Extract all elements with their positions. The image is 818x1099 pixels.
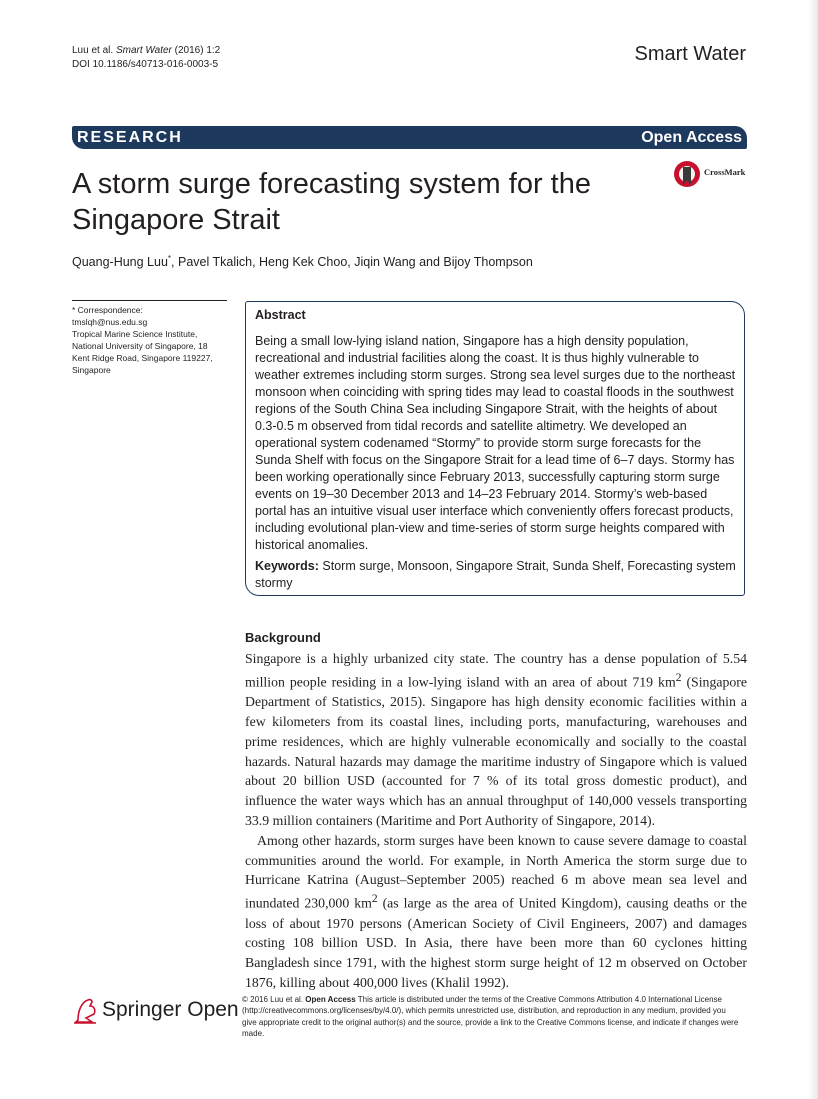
abstract-heading: Abstract <box>255 308 306 322</box>
keywords-label: Keywords: <box>255 559 319 573</box>
article-type-banner <box>72 126 747 149</box>
background-body <box>245 649 747 993</box>
license-text: This article is distributed under the terms of the Creative Commons Attribution 4.0 International License (http://creativecommons.org/licenses/by/4.0/), which permits unrestricted use, distribution, and reproduction in any medium, provided you give appropriate credit to the original author(s) and the source, provide a link to the Creative Commons license, and indicate if changes were made. <box>242 995 739 1039</box>
correspondence <box>72 304 242 376</box>
abstract-box <box>245 301 745 596</box>
abstract-text: Being a small low-lying island nation, Singapore has a high density population, recreational and industrial facilities along the coast. It is thus highly vulnerable to weather extremes including storm surges. Strong sea level surges due to the northeast monsoon when coinciding with spring tides may lead to coastal floods in the southwest regions of the South China Sea including Singapore Strait, with the heights of about 0.3-0.5 m observed from tidal records and satellite altimetry. We developed an operational system codenamed “Stormy” to provide storm surge forecasts for the Sunda Shelf with focus on the Singapore Strait for a lead time of 6–7 days. Stormy has been working operationally since February 2013, successfully capturing storm surge events on 19–30 December 2013 and 14–23 February 2014. Stormy’s web-based portal has an intuitive visual user interface which conveniently offers forecast products, including evolutional plan-view and time-series of storm surge heights compared with historical anomalies. <box>255 334 736 552</box>
license-open-access: Open Access <box>305 995 356 1004</box>
crossmark-label[interactable]: CrossMark <box>704 167 746 177</box>
doi[interactable]: DOI 10.1186/s40713-016-0003-5 <box>72 59 219 70</box>
open-word: Open <box>187 998 239 1021</box>
correspondence-email[interactable]: tmslqh@nus.edu.sg <box>72 317 148 327</box>
affiliation-line: Singapore <box>72 365 111 375</box>
springer-open-logo <box>102 998 239 1022</box>
journal-name: Smart Water <box>634 43 746 65</box>
springer-word: Springer <box>102 998 182 1021</box>
citation-volume: (2016) 1:2 <box>174 45 221 56</box>
correspondence-rule <box>72 300 227 301</box>
license-notice <box>242 994 742 1040</box>
title-line-2: Singapore Strait <box>72 204 280 236</box>
affiliation-line: Kent Ridge Road, Singapore 119227, <box>72 353 213 363</box>
page-edge-shadow <box>808 0 818 1099</box>
paragraph <box>245 649 747 831</box>
title-line-1: A storm surge forecasting system for the <box>72 168 591 200</box>
superscript: 2 <box>675 671 682 684</box>
superscript: 2 <box>371 893 378 906</box>
paragraph <box>245 831 747 993</box>
first-author[interactable]: Quang-Hung Luu <box>72 255 168 270</box>
paragraph-text: Among other hazards, storm surges have been known to cause severe damage to coastal communities around the world. For example, in North America the storm surge due to Hurricane Katrina (August–September 2005) reached 6 m above mean sea level and inundated 230,000 km <box>245 832 747 911</box>
affiliation-line: Tropical Marine Science Institute, <box>72 329 198 339</box>
research-label: RESEARCH <box>77 129 183 146</box>
citation-line <box>72 44 220 57</box>
article-title <box>72 166 652 238</box>
affiliation-line: National University of Singapore, 18 <box>72 341 208 351</box>
correspondence-label: * Correspondence: <box>72 305 143 315</box>
license-copyright: © 2016 Luu et al. <box>242 995 304 1004</box>
section-heading-background: Background <box>245 630 321 645</box>
citation-authors: Luu et al. <box>72 45 114 56</box>
citation-journal: Smart Water <box>115 45 172 56</box>
open-access-label: Open Access <box>641 129 742 146</box>
keywords <box>255 558 737 592</box>
other-authors: , Pavel Tkalich, Heng Kek Choo, Jiqin Wang and Bijoy Thompson <box>171 255 533 270</box>
keywords-list: Storm surge, Monsoon, Singapore Strait, Sunda Shelf, Forecasting system stormy <box>255 559 736 590</box>
paragraph-text: (as large as the area of United Kingdom), causing deaths or the loss of about 1970 persons (American Society of Civil Engineers, 2007) and damages costing 108 billion USD. In Asia, there have been more than 60 cyclones hitting Bangladesh since 1791, with the highest storm surge height of 12 m observed on October 1876, killing about 400,000 lives (Khalil 1992). <box>245 895 747 990</box>
corresponding-mark: * <box>167 254 172 263</box>
paragraph-text: (Singapore Department of Statistics, 2015). Singapore has high density economic facilities within a few kilometers from its coastal lines, including ports, manufacturing, warehouses and prime residences, which are highly vulnerable economically and socially to the coastal hazards. Natural hazards may damage the maritime industry of Singapore which is valued about 20 billion USD (accounted for 7 % of its total gross domestic product), and influence the water ways which has an annual throughput of 140,000 vessels transporting 33.9 million containers (Maritime and Port Authority of Singapore, 2014). <box>245 674 747 828</box>
author-list <box>72 254 533 269</box>
paragraph-text: Singapore is a highly urbanized city state. The country has a dense population of 5.54 million people residing in a low-lying island with an area of about 719 km <box>245 651 747 690</box>
